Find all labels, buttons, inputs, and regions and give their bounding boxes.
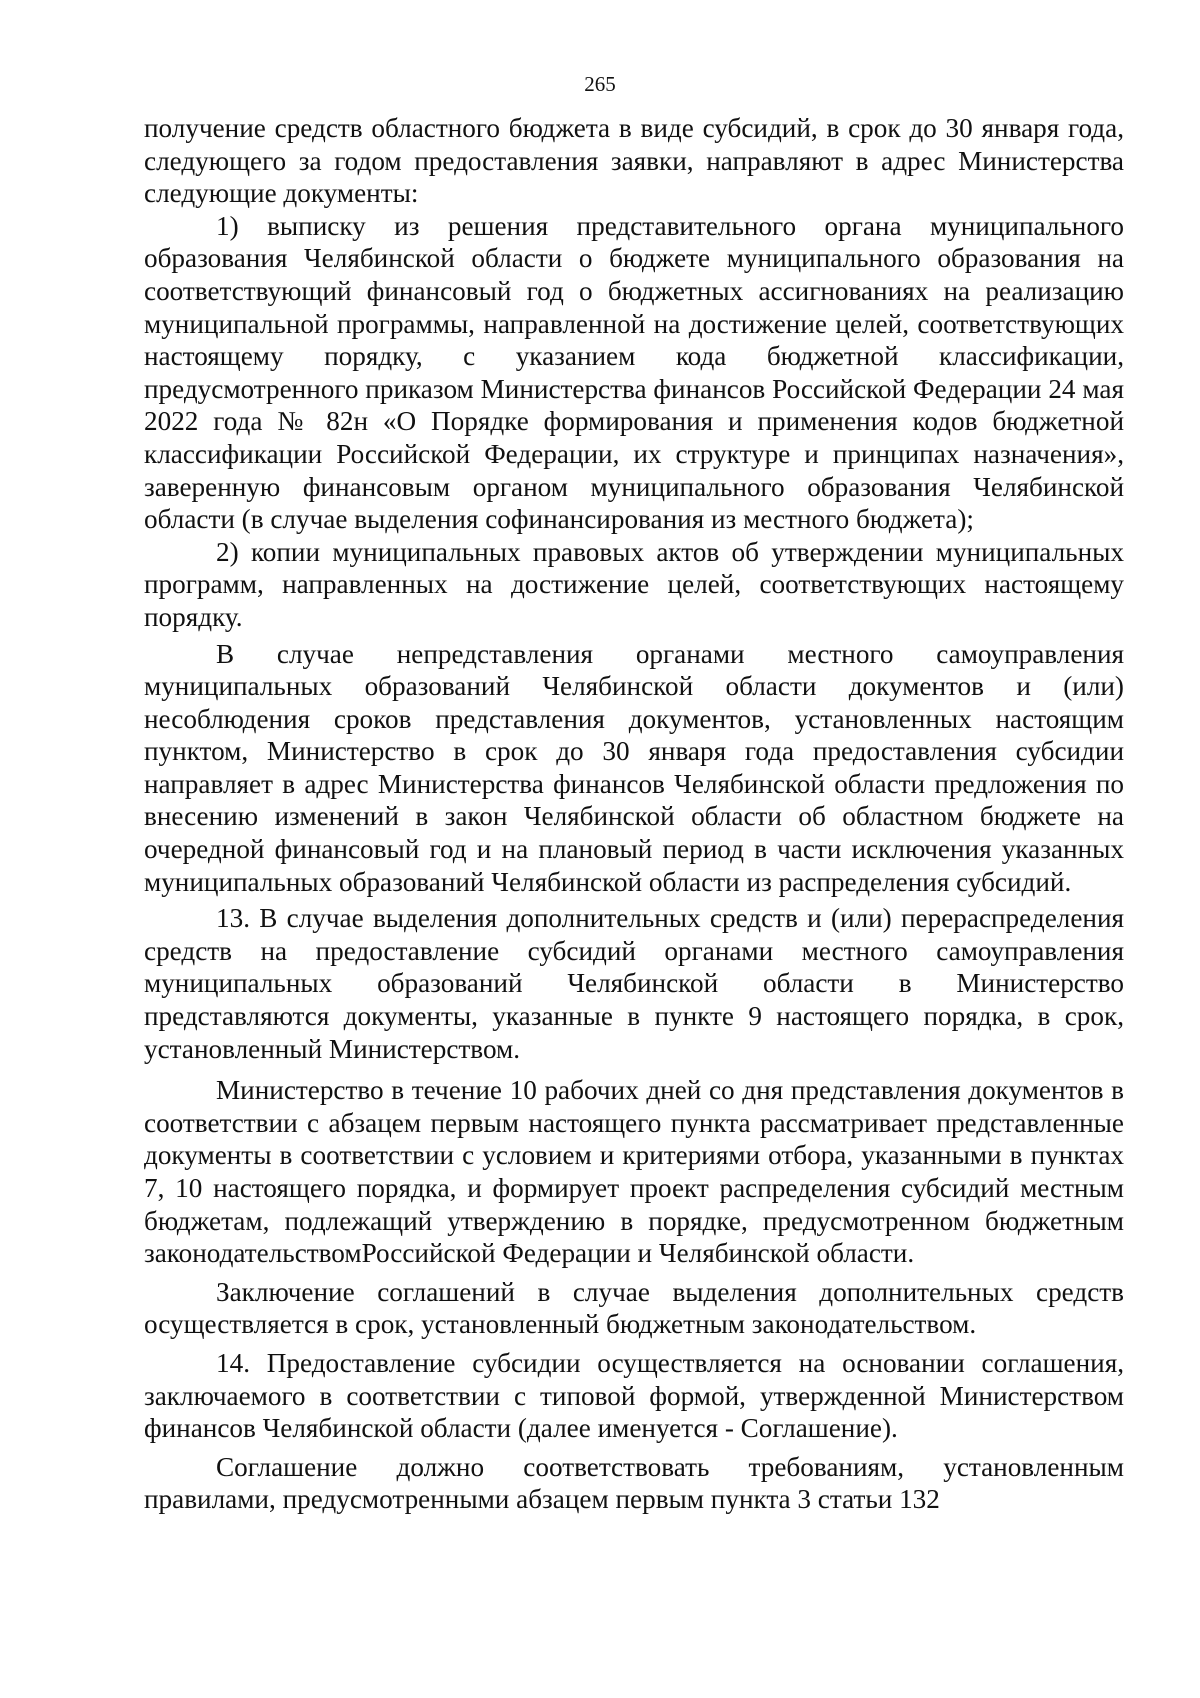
paragraph-clause-14: 14. Предоставление субсидии осуществляется на основании соглашения, заключаемого в соответствии с типовой формой, утвержденной Министерством финансов Челябинской области (далее именуется - Соглашение). bbox=[144, 1347, 1124, 1444]
paragraph-item-1: 1) выписку из решения представительного органа муниципального образования Челябинской области о бюджете муниципального образования на соответствующий финансовый год о бюджетных ассигнованиях на реализацию муниципальной программы, направленной на достижение целей, соответствующих настоящему порядку, с указанием кода бюджетной классификации, предусмотренного приказом Министерства финансов Российской Федерации 24 мая 2022 года № 82н «О Порядке формирования и применения кодов бюджетной классификации Российской Федерации, их структуре и принципах назначения», заверенную финансовым органом муниципального образования Челябинской области (в случае выделения софинансирования из местного бюджета); bbox=[144, 210, 1124, 535]
paragraph-continuation: получение средств областного бюджета в виде субсидий, в срок до 30 января года, следующего за годом предоставления заявки, направляют в адрес Министерства следующие документы: bbox=[144, 113, 1124, 209]
page-number: 265 bbox=[584, 72, 616, 96]
paragraph-agreement-requirements: Соглашение должно соответствовать требованиям, установленным правилами, предусмотренными абзацем первым пункта 3 статьи 132 bbox=[144, 1451, 1124, 1515]
paragraph-agreements: Заключение соглашений в случае выделения дополнительных средств осуществляется в срок, установленный бюджетным законодательством. bbox=[144, 1276, 1124, 1340]
paragraph-ministry-review: Министерство в течение 10 рабочих дней со дня представления документов в соответствии с абзацем первым настоящего пункта рассматривает представленные документы в соответствии с условием и критериями отбора, указанными в пунктах 7, 10 настоящего порядка, и формирует проект распределения субсидий местным бюджетам, подлежащий утверждению в порядке, предусмотренном бюджетным законодательствомРоссийской Федерации и Челябинской области. bbox=[144, 1075, 1124, 1269]
paragraph-clause-13: 13. В случае выделения дополнительных средств и (или) перераспределения средств на предоставление субсидий органами местного самоуправления муниципальных образований Челябинской области в Министерство представляются документы, указанные в пункте 9 настоящего порядка, в срок, установленный Министерством. bbox=[144, 903, 1124, 1064]
document-body bbox=[144, 112, 1124, 1516]
paragraph-item-2: 2) копии муниципальных правовых актов об утверждении муниципальных программ, направленных на достижение целей, соответствующих настоящему порядку. bbox=[144, 536, 1124, 632]
paragraph-non-submission: В случае непредставления органами местного самоуправления муниципальных образований Челябинской области документов и (или) несоблюдения сроков представления документов, установленных настоящим пунктом, Министерство в срок до 30 января года предоставления субсидии направляет в адрес Министерства финансов Челябинской области предложения по внесению изменений в закон Челябинской области об областном бюджете на очередной финансовый год и на плановый период в части исключения указанных муниципальных образований Челябинской области из распределения субсидий. bbox=[144, 638, 1124, 897]
